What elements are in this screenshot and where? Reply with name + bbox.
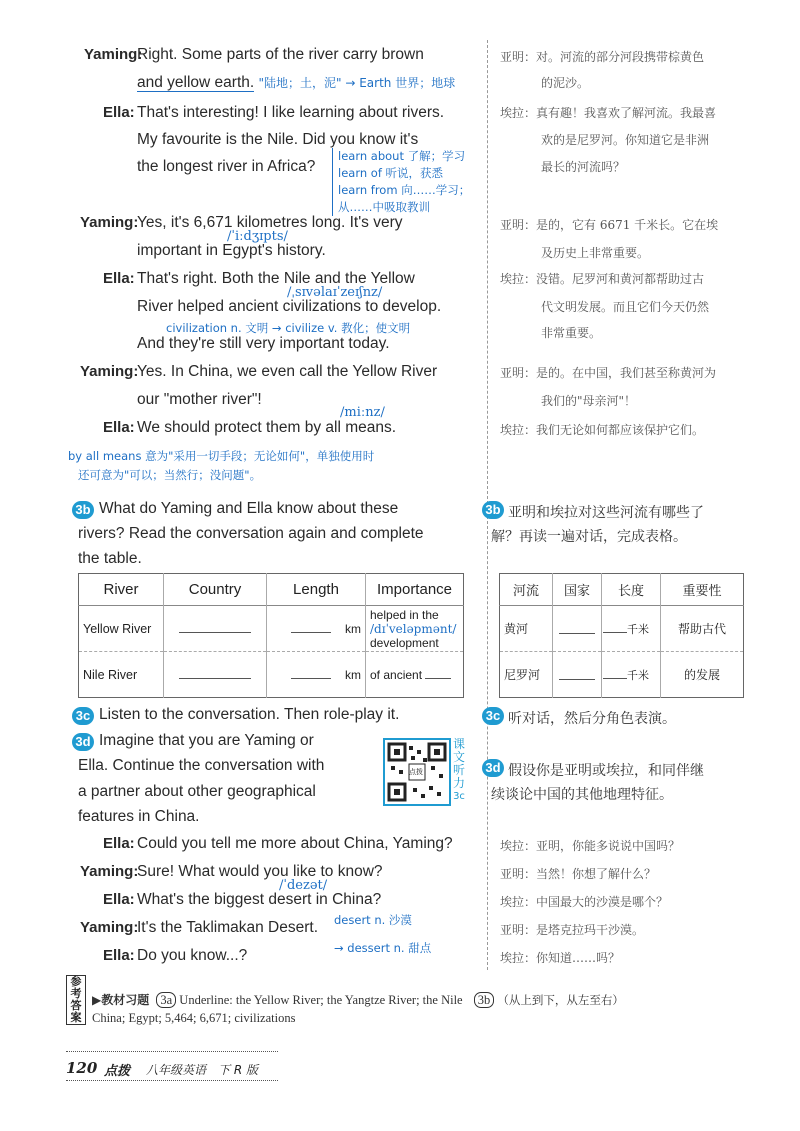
desert-note: desert n. 沙漠: [334, 913, 412, 927]
qr-label-char: 课: [452, 737, 465, 751]
note-line: learn of 听说，获悉: [338, 166, 444, 180]
translation-line: 的泥沙。: [541, 76, 590, 90]
dialogue-line: My favourite is the Nile. Did you know it's: [137, 131, 419, 148]
river-cell: 黄河: [500, 606, 553, 652]
instruction-line: features in China.: [78, 808, 200, 825]
dialogue-line: the longest river in Africa?: [137, 158, 316, 175]
answer-blank[interactable]: [179, 632, 251, 633]
means-note-line: by all means 意为"采用一切手段；无论如何"，单独使用时: [68, 449, 375, 463]
answer-blank[interactable]: [559, 633, 595, 634]
footer-brand: 点拨: [104, 1064, 131, 1079]
instruction-line: rivers? Read the conversation again and complete: [78, 525, 424, 542]
country-cell[interactable]: [164, 606, 267, 652]
country-cell[interactable]: [553, 652, 602, 698]
translation-line: 亚明：是的，它有 6671 千米长。它在埃: [500, 218, 719, 232]
footer-divider: [66, 1051, 278, 1052]
dialogue-line: That's right. Both the Nile and the Yellow: [137, 270, 415, 287]
learn-note: [332, 148, 470, 216]
answer-label-char: 考: [70, 987, 82, 1000]
instruction-line: Listen to the conversation. Then role-play it.: [99, 706, 400, 723]
instruction-line: Imagine that you are Yaming or: [99, 732, 314, 749]
speaker-label: Ella:: [103, 835, 135, 852]
answer-blank[interactable]: [291, 632, 331, 633]
dialogue-line: Could you tell me more about China, Yaming?: [137, 835, 453, 852]
answer-blank[interactable]: [291, 678, 331, 679]
unit-label: 千米: [627, 622, 649, 636]
dialogue-line: Do you know...?: [137, 947, 248, 964]
column-header: Length: [267, 574, 366, 606]
table-row: [500, 652, 744, 698]
instruction-line: the table.: [78, 550, 142, 567]
table-row: [500, 606, 744, 652]
river-cell: Yellow River: [79, 606, 164, 652]
translation-line: 埃拉：没错。尼罗河和黄河都帮助过古: [500, 272, 705, 286]
river-cell: Nile River: [79, 652, 164, 698]
exercise-badge: 3b: [482, 501, 504, 519]
length-cell[interactable]: [267, 606, 366, 652]
importance-text: development: [370, 635, 439, 650]
footer-divider: [66, 1080, 278, 1081]
column-header: 长度: [602, 574, 661, 606]
dialogue-line: And they're still very important today.: [137, 335, 390, 352]
speaker-label: Yaming:: [84, 46, 143, 63]
translation-line: 埃拉：真有趣！我喜欢了解河流。我最喜: [500, 106, 717, 120]
cn-dialogue-line: 埃拉：中国最大的沙漠是哪个？: [500, 895, 669, 909]
answer-text: China; Egypt; 5,464; 6,671; civilizations: [92, 1011, 296, 1025]
dialogue-line: Yes. In China, we even call the Yellow River: [137, 363, 438, 380]
dialogue-line: It's the Taklimakan Desert.: [137, 919, 318, 936]
speaker-label: Yaming:: [80, 863, 139, 880]
answer-label-char: 答: [70, 999, 82, 1012]
answer-text: Underline: the Yellow River; the Yangtze River; the Nile: [179, 993, 463, 1007]
importance-cell: [366, 652, 464, 698]
cn-instruction: 听对话，然后分角色表演。: [508, 711, 676, 727]
qr-label-char: 3c: [453, 791, 465, 802]
footer-subtitle: 八年级英语 下 R 版: [146, 1063, 258, 1077]
importance-text: of ancient: [370, 667, 423, 682]
column-header: Importance: [376, 581, 453, 598]
answer-label: [66, 975, 86, 1025]
page-number: 120: [66, 1059, 98, 1077]
speaker-label: Yaming:: [80, 214, 139, 231]
earth-underlined: and yellow earth.: [137, 74, 255, 91]
answer-blank[interactable]: [179, 678, 251, 679]
answer-blank[interactable]: [603, 678, 627, 679]
answer-label-char: 参: [70, 975, 82, 988]
answer-blank[interactable]: [425, 678, 451, 679]
translation-line: 欢的是尼罗河。你知道它是非洲: [541, 133, 710, 147]
importance-text: helped in the: [370, 607, 439, 622]
dialogue-line: What's the biggest desert in China?: [137, 891, 382, 908]
instruction-line: Ella. Continue the conversation with: [78, 757, 325, 774]
exercise-badge: 3d: [482, 759, 504, 777]
table-row: [79, 652, 464, 698]
note-line: learn from 向……学习；: [338, 183, 471, 197]
answer-line: [92, 991, 624, 1008]
rivers-table: [78, 573, 464, 698]
speaker-label: Ella:: [103, 419, 135, 436]
note-line: learn about 了解；学习: [338, 149, 466, 163]
dialogue-line: [137, 74, 455, 92]
translation-line: 亚明：是的。在中国，我们甚至称黄河为: [500, 366, 717, 380]
civilization-note: civilization n. 文明 → civilize v. 教化；使文明: [166, 321, 411, 335]
qr-caption: 点拨: [409, 768, 423, 776]
earth-note: "陆地；土，泥" → Earth 世界；地球: [258, 76, 456, 90]
speaker-label: Ella:: [103, 891, 135, 908]
unit-label: km: [345, 621, 361, 636]
unit-label: km: [345, 667, 361, 682]
importance-cell: [366, 606, 464, 652]
speaker-label: Ella:: [103, 947, 135, 964]
dialogue-line: our "mother river"!: [137, 391, 262, 408]
translation-line: 最长的河流吗？: [541, 160, 626, 174]
answer-blank[interactable]: [603, 632, 627, 633]
exercise-badge: 3c: [482, 707, 504, 725]
dialogue-line: We should protect them by all means.: [137, 419, 397, 436]
egypt-ipa: /ˈiːdʒɪpts/: [227, 229, 288, 244]
cn-instruction: 续谈论中国的其他地理特征。: [491, 787, 673, 803]
answer-badge: 3b: [474, 992, 495, 1008]
dialogue-line: Yes, it's 6,671 kilometres long. It's very: [137, 214, 403, 231]
exercise-badge: 3b: [72, 501, 94, 519]
exercise-badge: 3d: [72, 733, 94, 751]
speaker-label: Yaming:: [80, 363, 139, 380]
qr-code[interactable]: [383, 738, 451, 806]
translation-line: 埃拉：我们无论如何都应该保护它们。: [500, 423, 705, 437]
answer-marker: ▶教材习题: [92, 993, 150, 1007]
answer-badge: 3a: [156, 992, 176, 1008]
importance-cell: 的发展: [683, 668, 720, 682]
dialogue-line: important in Egypt's history.: [137, 242, 326, 259]
qr-label: [452, 738, 466, 803]
dialogue-line: River helped ancient civilizations to develop.: [137, 298, 442, 315]
answer-label-char: 案: [70, 1011, 82, 1024]
length-cell[interactable]: [267, 652, 366, 698]
speaker-label: Yaming:: [80, 919, 139, 936]
translation-line: 及历史上非常重要。: [541, 246, 650, 260]
cn-rivers-table: [499, 573, 744, 698]
column-header: 重要性: [682, 584, 722, 599]
column-header: 国家: [553, 574, 602, 606]
desert-ipa: /ˈdezət/: [279, 878, 328, 893]
answer-blank[interactable]: [559, 679, 595, 680]
development-ipa: /dɪˈveləpmənt/: [370, 621, 457, 636]
column-header: 河流: [500, 574, 553, 606]
qr-label-char: 文: [452, 750, 465, 764]
translation-line: 代文明发展。而且它们今天仍然: [541, 300, 710, 314]
note-line: 从……中吸取教训: [338, 200, 430, 214]
translation-line: 我们的"母亲河"！: [541, 394, 637, 408]
dialogue-line: Right. Some parts of the river carry brown: [137, 46, 424, 63]
column-header: River: [79, 574, 164, 606]
instruction-line: What do Yaming and Ella know about these: [99, 500, 399, 517]
cn-dialogue-line: 亚明：当然！你想了解什么？: [500, 867, 657, 881]
importance-cell: 帮助古代: [677, 622, 726, 636]
country-cell[interactable]: [553, 606, 602, 652]
length-cell[interactable]: [602, 606, 661, 652]
river-cell: 尼罗河: [500, 652, 553, 698]
dialogue-line: That's interesting! I like learning about rivers.: [137, 104, 445, 121]
translation-line: 亚明：对。河流的部分河段携带棕黄色: [500, 50, 705, 64]
speaker-label: Ella:: [103, 104, 135, 121]
desert-note: → dessert n. 甜点: [334, 941, 432, 955]
qr-label-char: 听: [452, 763, 465, 777]
speaker-label: Ella:: [103, 270, 135, 287]
translation-line: 非常重要。: [541, 326, 602, 340]
means-note-line: 还可意为"可以；当然行；没问题"。: [78, 468, 262, 482]
dialogue-line: Sure! What would you like to know?: [137, 863, 383, 880]
column-header: Country: [164, 574, 267, 606]
civilization-ipa: /ˌsɪvəlaɪˈzeɪʃnz/: [287, 285, 383, 300]
exercise-badge: 3c: [72, 707, 94, 725]
cn-instruction: 假设你是亚明或埃拉，和同伴继: [508, 763, 704, 779]
table-row: [79, 606, 464, 652]
unit-label: 千米: [627, 668, 649, 682]
cn-dialogue-line: 埃拉：亚明，你能多说说中国吗？: [500, 839, 681, 853]
cn-dialogue-line: 埃拉：你知道……吗？: [500, 951, 621, 965]
means-ipa: /miːnz/: [340, 405, 385, 420]
country-cell[interactable]: [164, 652, 267, 698]
cn-dialogue-line: 亚明：是塔克拉玛干沙漠。: [500, 923, 645, 937]
cn-instruction: 亚明和埃拉对这些河流有哪些了: [508, 505, 704, 521]
qr-label-char: 力: [452, 776, 465, 790]
instruction-line: a partner about other geographical: [78, 783, 316, 800]
length-cell[interactable]: [602, 652, 661, 698]
cn-instruction: 解？再读一遍对话，完成表格。: [491, 529, 687, 545]
answer-note: （从上到下，从左至右）: [497, 993, 624, 1007]
